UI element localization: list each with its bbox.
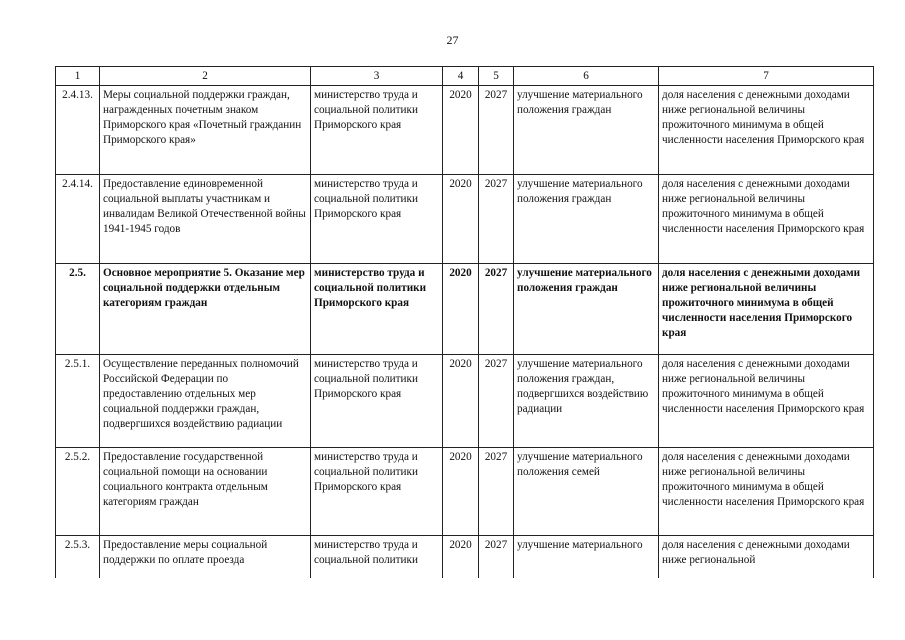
- end-year: 2027: [479, 355, 514, 448]
- end-year: 2027: [479, 175, 514, 264]
- program-table: [55, 66, 874, 578]
- executor: министерство труда и социальной политики Приморского края: [311, 175, 443, 264]
- header-cell: 3: [311, 67, 443, 86]
- header-cell: 2: [100, 67, 311, 86]
- executor: министерство труда и социальной политики Приморского края: [311, 355, 443, 448]
- measure-name: Предоставление государственной социальной помощи на основании социального контракта отдельным категориям граждан: [100, 448, 311, 536]
- measure-name: Основное мероприятие 5. Оказание мер социальной поддержки отдельным категориям граждан: [100, 264, 311, 355]
- row-number: 2.5.3.: [56, 536, 100, 578]
- header-row: [56, 67, 874, 86]
- executor: министерство труда и социальной политики Приморского края: [311, 264, 443, 355]
- expected-result: улучшение материального положения граждан, подвергшихся воздействию радиации: [514, 355, 659, 448]
- expected-result: улучшение материального положения граждан: [514, 175, 659, 264]
- measure-name: Предоставление единовременной социальной выплаты участникам и инвалидам Великой Отечественной войны 1941-1945 годов: [100, 175, 311, 264]
- start-year: 2020: [443, 264, 479, 355]
- table-row: [56, 86, 874, 175]
- executor: министерство труда и социальной политики Приморского края: [311, 448, 443, 536]
- row-number: 2.5.2.: [56, 448, 100, 536]
- table-row: [56, 264, 874, 355]
- table-row: [56, 536, 874, 578]
- indicator: доля населения с денежными доходами ниже региональной величины прожиточного минимума в общей численности населения Приморского края: [659, 175, 874, 264]
- start-year: 2020: [443, 448, 479, 536]
- row-number: 2.5.1.: [56, 355, 100, 448]
- header-cell: 4: [443, 67, 479, 86]
- executor: министерство труда и социальной политики Приморского края: [311, 86, 443, 175]
- executor: министерство труда и социальной политики: [311, 536, 443, 578]
- end-year: 2027: [479, 264, 514, 355]
- header-cell: 7: [659, 67, 874, 86]
- expected-result: улучшение материального: [514, 536, 659, 578]
- end-year: 2027: [479, 536, 514, 578]
- measure-name: Предоставление меры социальной поддержки по оплате проезда: [100, 536, 311, 578]
- indicator: доля населения с денежными доходами ниже региональной величины прожиточного минимума в общей численности населения Приморского края: [659, 264, 874, 355]
- table-row: [56, 448, 874, 536]
- row-number: 2.4.13.: [56, 86, 100, 175]
- row-number: 2.5.: [56, 264, 100, 355]
- start-year: 2020: [443, 86, 479, 175]
- indicator: доля населения с денежными доходами ниже региональной величины прожиточного минимума в общей численности населения Приморского края: [659, 86, 874, 175]
- start-year: 2020: [443, 175, 479, 264]
- indicator: доля населения с денежными доходами ниже региональной: [659, 536, 874, 578]
- table-row: [56, 175, 874, 264]
- header-cell: 6: [514, 67, 659, 86]
- indicator: доля населения с денежными доходами ниже региональной величины прожиточного минимума в общей численности населения Приморского края: [659, 448, 874, 536]
- row-number: 2.4.14.: [56, 175, 100, 264]
- header-cell: 1: [56, 67, 100, 86]
- expected-result: улучшение материального положения семей: [514, 448, 659, 536]
- measure-name: Осуществление переданных полномочий Российской Федерации по предоставлению отдельных мер социальной поддержки граждан, подвергшихся воздействию радиации: [100, 355, 311, 448]
- expected-result: улучшение материального положения граждан: [514, 264, 659, 355]
- measure-name: Меры социальной поддержки граждан, награжденных почетным знаком Приморского края «Почетный гражданин Приморского края»: [100, 86, 311, 175]
- indicator: доля населения с денежными доходами ниже региональной величины прожиточного минимума в общей численности населения Приморского края: [659, 355, 874, 448]
- start-year: 2020: [443, 355, 479, 448]
- page-number: 27: [446, 33, 459, 47]
- start-year: 2020: [443, 536, 479, 578]
- expected-result: улучшение материального положения граждан: [514, 86, 659, 175]
- end-year: 2027: [479, 86, 514, 175]
- table-row: [56, 355, 874, 448]
- end-year: 2027: [479, 448, 514, 536]
- header-cell: 5: [479, 67, 514, 86]
